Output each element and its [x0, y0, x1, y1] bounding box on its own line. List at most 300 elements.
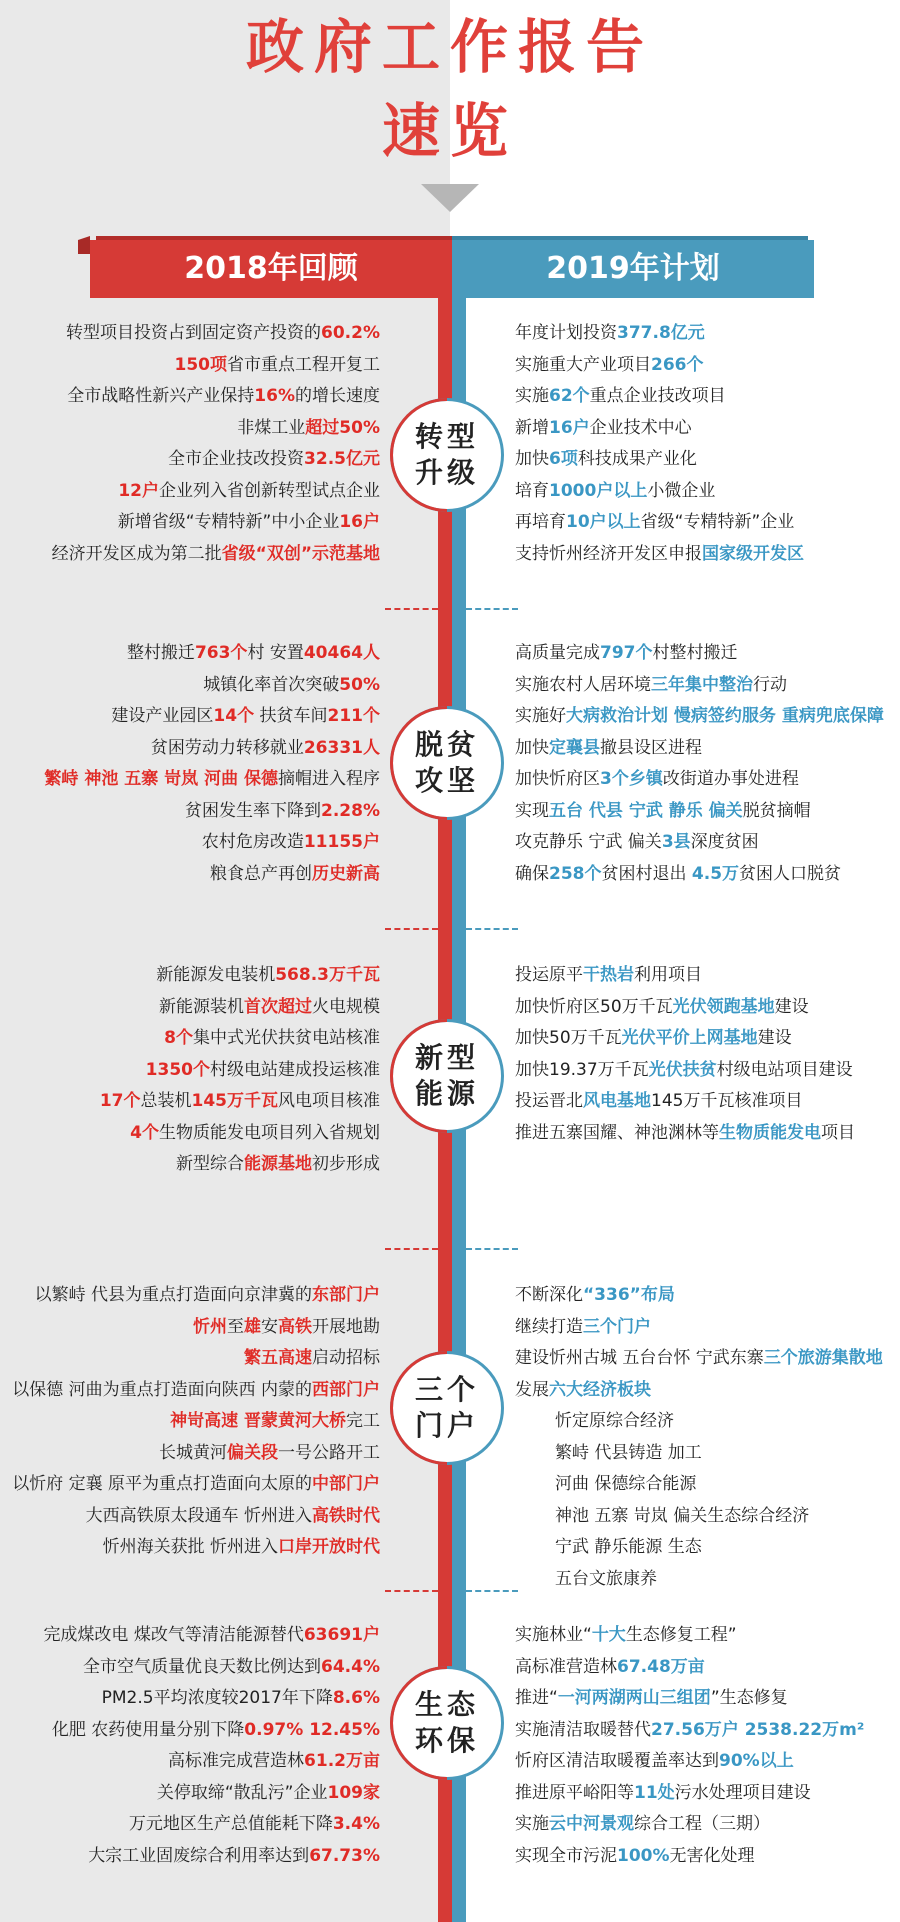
item-text: 新增省级“专精特新”中小企业 [117, 512, 340, 532]
highlight-text: 光伏领跑基地 [672, 996, 775, 1017]
highlight-text: 忻州 [193, 1316, 227, 1337]
plan-list-item [515, 1406, 883, 1438]
item-text: 完成煤改电 煤改气等清洁能源替代 [43, 1625, 304, 1645]
section-badge-label: 能源 [414, 1077, 479, 1110]
plan-list-item [515, 733, 884, 765]
review-list-item [43, 1841, 380, 1873]
highlight-text: 8个 [164, 1028, 193, 1048]
plan-list-item [515, 1375, 883, 1407]
item-text: 全市空气质量优良天数比例达到 [83, 1656, 322, 1677]
plan-list-item [515, 350, 804, 382]
highlight-text: 568.3万千瓦 [275, 965, 380, 985]
item-text: 新能源装机 [159, 996, 244, 1017]
review-list-item [12, 1312, 380, 1344]
plan-list-item [515, 859, 884, 891]
item-text: 村级电站项目建设 [716, 1059, 853, 1080]
plan-list-item [515, 764, 884, 796]
item-text: 实现 [515, 800, 549, 821]
section-divider-left [385, 1590, 438, 1592]
section-divider-right [466, 608, 518, 610]
section-badge-label: 门户 [414, 1409, 479, 1442]
highlight-text: 8.6% [332, 1688, 380, 1708]
item-text: 非煤工业 [237, 417, 306, 438]
item-text: 综合工程（三期） [634, 1814, 770, 1834]
item-text: 建设产业园区 [111, 706, 214, 726]
section-divider-left [385, 1248, 438, 1250]
review-list-item [44, 733, 380, 765]
section-divider-left [385, 928, 438, 930]
item-text: 高标准营造林 [515, 1656, 617, 1677]
item-text: 利用项目 [634, 965, 702, 985]
item-text: 省市重点工程开复工 [227, 354, 380, 375]
highlight-text: 定襄县 [549, 737, 600, 758]
review-list-item [100, 1086, 380, 1118]
item-text: 高标准完成营造林 [168, 1751, 305, 1771]
item-text: 长城黄河 [159, 1442, 227, 1463]
highlight-text: 光伏平价上网基地 [621, 1028, 758, 1048]
review-list-item [43, 1746, 380, 1778]
item-text: 火电规模 [312, 996, 380, 1017]
highlight-text: 16户 [549, 417, 590, 438]
section-badge-3 [390, 1019, 504, 1133]
plan-list-item [515, 1620, 864, 1652]
item-text: 摘帽进入程序 [278, 769, 380, 789]
item-text: 生态修复工程” [625, 1625, 737, 1645]
highlight-text: 超过50% [305, 417, 380, 438]
review-list-item [12, 1469, 380, 1501]
highlight-text: 377.8亿元 [617, 323, 705, 343]
highlight-text: 14个 [213, 706, 255, 726]
highlight-text: 神岢高速 晋蒙黄河大桥 [170, 1411, 346, 1431]
plan-list-5 [515, 1620, 864, 1872]
item-text: 以忻府 定襄 原平为重点打造面向太原的 [12, 1474, 312, 1494]
item-text: 推进原平峪阳等 [515, 1782, 634, 1803]
highlight-text: 2.28% [321, 800, 380, 821]
highlight-text: 雄 [244, 1316, 261, 1337]
item-text: 推进“ [515, 1688, 558, 1708]
item-text: 扶贫车间 [254, 706, 328, 726]
highlight-text: 偏关段 [227, 1442, 278, 1463]
plan-list-item [515, 1343, 883, 1375]
item-text: 神池 五寨 岢岚 偏关生态综合经济 [555, 1505, 810, 1526]
highlight-text: 60.2% [321, 323, 380, 343]
plan-list-item [515, 444, 804, 476]
review-list-item [43, 1652, 380, 1684]
highlight-text: 高铁 [278, 1316, 312, 1337]
highlight-text: 干热岩 [583, 965, 634, 985]
item-text: 加快50万千瓦 [515, 1028, 622, 1048]
item-text: 农村危房改造 [201, 832, 304, 852]
highlight-text: 27.56万户 2538.22万m² [651, 1719, 865, 1740]
highlight-text: 16% [254, 386, 295, 406]
item-text: 大宗工业固废综合利用率达到 [88, 1845, 310, 1866]
item-text: 总装机 [140, 1091, 192, 1111]
highlight-text: 国家级开发区 [702, 543, 804, 564]
review-list-item [100, 1023, 380, 1055]
highlight-text: 763个 [194, 643, 248, 663]
item-text: 实施 [515, 1814, 549, 1834]
review-list-item [100, 1055, 380, 1087]
review-list-item [12, 1406, 380, 1438]
section-badge-1 [390, 398, 504, 512]
highlight-text: 258个 [549, 863, 602, 884]
plan-list-item [515, 1652, 864, 1684]
item-text: 实施 [515, 386, 549, 406]
plan-list-item [515, 1683, 864, 1715]
section-badge-label: 升级 [414, 456, 479, 489]
item-text: 高质量完成 [515, 643, 600, 663]
item-text: 建设忻州古城 五台台怀 宁武东寨 [515, 1348, 764, 1368]
plan-list-item [515, 701, 884, 733]
item-text: 建设 [774, 996, 809, 1017]
review-list-item [44, 827, 380, 859]
section-divider-right [466, 1590, 518, 1592]
review-list-item [44, 859, 380, 891]
item-text: 城镇化率首次突破 [203, 674, 340, 695]
highlight-text: 首次超过 [244, 996, 312, 1017]
item-text: 实现全市污泥 [515, 1845, 617, 1866]
review-list-item [43, 1778, 380, 1810]
item-text: 确保 [515, 863, 549, 884]
highlight-text: “336”布局 [583, 1285, 675, 1305]
highlight-text: 中部门户 [312, 1474, 380, 1494]
highlight-text: 东部门户 [312, 1285, 380, 1305]
review-list-item [43, 1715, 380, 1747]
item-text: PM2.5平均浓度较2017年下降 [101, 1688, 333, 1708]
plan-list-item [515, 1438, 883, 1470]
page-subtitle: 速览 [381, 97, 518, 165]
item-text: 继续打造 [515, 1316, 583, 1337]
section-badge-5 [390, 1666, 504, 1780]
highlight-text: 17个 [99, 1091, 141, 1111]
review-list-item [12, 1501, 380, 1533]
highlight-text: 67.73% [309, 1845, 380, 1866]
item-text: 贫困村退出 [601, 863, 692, 884]
highlight-text: 三年集中整治 [651, 674, 753, 695]
plan-list-item [515, 1841, 864, 1873]
item-text: 加快 [515, 737, 549, 758]
item-text: 实施好 [515, 706, 566, 726]
item-text: 完工 [346, 1411, 380, 1431]
plan-list-item [515, 413, 804, 445]
item-text: 实施清洁取暖替代 [515, 1719, 651, 1740]
review-list-item [44, 638, 380, 670]
item-text: 整村搬迁 [126, 643, 195, 663]
highlight-text: 90%以上 [719, 1751, 794, 1771]
item-text: 加快忻府区 [515, 769, 600, 789]
highlight-text: 六大经济板块 [549, 1379, 651, 1400]
item-text: 加快忻府区50万千瓦 [515, 996, 673, 1017]
item-text: 全市战略性新兴产业保持 [67, 386, 255, 406]
review-list-item [52, 381, 380, 413]
plan-list-item [515, 1118, 855, 1150]
section-badge-4 [390, 1351, 504, 1465]
highlight-text: 十大 [591, 1625, 626, 1645]
plan-list-item [515, 1312, 883, 1344]
highlight-text: 12户 [118, 480, 159, 501]
item-text: 加快 [515, 449, 549, 469]
item-text: 忻州海关获批 忻州进入 [102, 1537, 278, 1557]
item-text: 万元地区生产总值能耗下降 [128, 1814, 333, 1834]
item-text: 忻府区清洁取暖覆盖率达到 [515, 1751, 719, 1771]
item-text: 攻克静乐 宁武 偏关 [515, 832, 662, 852]
section-badge-label: 环保 [414, 1724, 479, 1757]
item-text: 实施林业“ [515, 1625, 592, 1645]
item-text: 支持忻州经济开发区申报 [515, 543, 702, 564]
item-text: 污水处理项目建设 [674, 1782, 811, 1803]
highlight-text: 4个 [130, 1122, 159, 1143]
section-badge-label: 新型 [414, 1041, 479, 1074]
highlight-text: 三个旅游集散地 [763, 1348, 883, 1368]
highlight-text: 能源基地 [244, 1154, 312, 1174]
highlight-text: 省级“双创”示范基地 [221, 543, 380, 564]
highlight-text: 26331人 [303, 737, 380, 758]
item-text: 无害化处理 [669, 1845, 755, 1866]
plan-list-item [515, 1280, 883, 1312]
item-text: 转型项目投资占到固定资产投资的 [66, 323, 322, 343]
plan-list-item [515, 381, 804, 413]
highlight-text: 40464人 [303, 643, 380, 663]
section-divider-left [385, 608, 438, 610]
highlight-text: 32.5亿元 [304, 449, 380, 469]
review-list-item [100, 1149, 380, 1181]
item-text: 安 [261, 1316, 278, 1337]
review-list-item [52, 413, 380, 445]
review-list-item [52, 507, 380, 539]
item-text: 实施农村人居环境 [515, 674, 651, 695]
plan-list-item [515, 992, 855, 1024]
review-list-item [12, 1343, 380, 1375]
review-list-item [12, 1438, 380, 1470]
item-text: 再培育 [515, 512, 566, 532]
plan-list-item [515, 796, 884, 828]
review-list-item [43, 1620, 380, 1652]
item-text: 的增长速度 [295, 386, 380, 406]
item-text: 村级电站建成投运核准 [210, 1059, 380, 1080]
item-text: ”生态修复 [710, 1688, 788, 1708]
highlight-text: 67.48万亩 [617, 1656, 705, 1677]
review-list-2 [44, 638, 380, 890]
plan-list-item [515, 1532, 883, 1564]
review-list-item [52, 539, 380, 571]
item-text: 河曲 保德综合能源 [555, 1474, 697, 1494]
header-2019-plan: 2019年计划 [452, 240, 814, 298]
item-text: 村 安置 [247, 643, 304, 663]
item-text: 投运原平 [515, 965, 583, 985]
item-text: 重点企业技改项目 [589, 386, 726, 406]
plan-list-item [515, 476, 804, 508]
highlight-text: 100% [617, 1845, 670, 1866]
item-text: 撤县设区进程 [600, 737, 702, 758]
highlight-text: 口岸开放时代 [278, 1537, 380, 1557]
highlight-text: 3个乡镇 [600, 769, 663, 789]
review-list-item [44, 670, 380, 702]
item-text: 开展地勘 [312, 1316, 380, 1337]
plan-list-item [515, 827, 884, 859]
review-list-item [52, 444, 380, 476]
item-text: 大西高铁原太段通车 忻州进入 [85, 1505, 312, 1526]
section-divider-right [466, 928, 518, 930]
page-title: 政府工作报告 [245, 13, 654, 81]
plan-list-item [515, 318, 804, 350]
highlight-text: 西部门户 [312, 1379, 380, 1400]
plan-list-item [515, 1564, 883, 1596]
item-text: 投运晋北 [515, 1091, 583, 1111]
review-list-item [100, 992, 380, 1024]
plan-list-item [515, 670, 884, 702]
review-list-5 [43, 1620, 380, 1872]
item-text: 新增 [515, 417, 549, 438]
plan-list-item [515, 1809, 864, 1841]
review-list-3 [100, 960, 380, 1181]
plan-list-item [515, 638, 884, 670]
item-text: 不断深化 [515, 1285, 583, 1305]
highlight-text: 1350个 [145, 1059, 210, 1080]
plan-list-item [515, 1023, 855, 1055]
highlight-text: 266个 [651, 354, 704, 375]
highlight-text: 145万千瓦 [191, 1091, 278, 1111]
highlight-text: 三个门户 [583, 1316, 651, 1337]
item-text: 村整村搬迁 [652, 643, 738, 663]
plan-list-item [515, 1746, 864, 1778]
item-text: 五台文旅康养 [555, 1568, 657, 1589]
item-text: 经济开发区成为第二批 [51, 543, 222, 564]
item-text: 贫困劳动力转移就业 [150, 737, 304, 758]
review-list-item [100, 960, 380, 992]
item-text: 以保德 河曲为重点打造面向陕西 内蒙的 [12, 1379, 312, 1400]
highlight-text: 797个 [600, 643, 653, 663]
highlight-text: 云中河景观 [549, 1814, 634, 1834]
highlight-text: 繁峙 神池 五寨 岢岚 河曲 保德 [44, 769, 278, 789]
review-list-item [100, 1118, 380, 1150]
plan-list-2 [515, 638, 884, 890]
item-text: 以繁峙 代县为重点打造面向京津冀的 [34, 1285, 312, 1305]
item-text: 生物质能发电项目列入省规划 [159, 1122, 380, 1143]
item-text: 脱贫摘帽 [742, 800, 811, 821]
plan-list-item [515, 1501, 883, 1533]
item-text: 启动招标 [312, 1348, 380, 1368]
item-text: 风电项目核准 [278, 1091, 380, 1111]
highlight-text: 光伏扶贫 [648, 1059, 717, 1080]
item-text: 项目 [821, 1122, 855, 1143]
highlight-text: 高铁时代 [312, 1505, 380, 1526]
highlight-text: 11155户 [303, 832, 380, 852]
review-list-1 [52, 318, 380, 570]
highlight-text: 生物质能发电 [719, 1122, 821, 1143]
item-text: 行动 [753, 674, 787, 695]
plan-list-item [515, 1715, 864, 1747]
item-text: 加快19.37万千瓦 [515, 1059, 649, 1080]
review-list-item [44, 796, 380, 828]
item-text: 培育 [515, 480, 549, 501]
item-text: 深度贫困 [690, 832, 759, 852]
item-text: 粮食总产再创 [210, 863, 312, 884]
review-list-4 [12, 1280, 380, 1564]
highlight-text: 16户 [339, 512, 380, 532]
highlight-text: 3.4% [332, 1814, 380, 1834]
plan-list-1 [515, 318, 804, 570]
item-text: 化肥 农药使用量分别下降 [51, 1719, 245, 1740]
item-text: 推进五寨国耀、神池渊林等 [515, 1122, 719, 1143]
plan-list-4 [515, 1280, 883, 1595]
item-text: 省级“专精特新”企业 [640, 512, 795, 532]
header-2018-review: 2018年回顾 [90, 240, 452, 298]
item-text: 一号公路开工 [278, 1442, 380, 1463]
plan-list-3 [515, 960, 855, 1149]
section-badge-label: 生态 [414, 1688, 479, 1721]
highlight-text: 63691户 [303, 1625, 380, 1645]
item-text: 初步形成 [312, 1154, 380, 1174]
highlight-text: 62个 [549, 386, 590, 406]
section-badge-label: 三个 [414, 1373, 479, 1406]
plan-list-item [515, 1778, 864, 1810]
review-list-item [52, 476, 380, 508]
item-text: 宁武 静乐能源 生态 [555, 1537, 702, 1557]
item-text: 建设 [757, 1028, 792, 1048]
highlight-text: 150项 [174, 354, 227, 375]
item-text: 新型综合 [176, 1154, 244, 1174]
item-text: 小微企业 [647, 480, 716, 501]
plan-list-item [515, 1055, 855, 1087]
review-list-item [12, 1375, 380, 1407]
item-text: 贫困发生率下降到 [185, 800, 322, 821]
highlight-text: 风电基地 [583, 1091, 651, 1111]
item-text: 年度计划投资 [515, 323, 617, 343]
item-text: 全市企业技改投资 [168, 449, 305, 469]
highlight-text: 61.2万亩 [304, 1751, 380, 1771]
item-text: 新能源发电装机 [156, 965, 276, 985]
plan-list-item [515, 507, 804, 539]
item-text: 集中式光伏扶贫电站核准 [193, 1028, 380, 1048]
highlight-text: 11处 [634, 1782, 675, 1803]
highlight-text: 3县 [661, 832, 691, 852]
highlight-text: 211个 [327, 706, 380, 726]
highlight-text: 一河两湖两山三组团 [557, 1688, 711, 1708]
plan-list-item [515, 960, 855, 992]
section-badge-label: 攻坚 [414, 764, 479, 797]
highlight-text: 4.5万 [691, 863, 740, 884]
section-badge-label: 转型 [414, 420, 479, 453]
highlight-text: 1000户以上 [549, 480, 648, 501]
item-text: 至 [227, 1316, 244, 1337]
item-text: 企业技术中心 [589, 417, 692, 438]
item-text: 关停取缔“散乱污”企业 [156, 1782, 328, 1803]
item-text: 贫困人口脱贫 [739, 863, 842, 884]
review-list-item [44, 764, 380, 796]
highlight-text: 64.4% [321, 1656, 380, 1677]
item-text: 实施重大产业项目 [515, 354, 651, 375]
review-list-item [43, 1683, 380, 1715]
highlight-text: 109家 [327, 1782, 380, 1803]
section-badge-label: 脱贫 [414, 728, 479, 761]
section-badge-2 [390, 706, 504, 820]
plan-list-item [515, 539, 804, 571]
item-text: 改街道办事处进程 [662, 769, 799, 789]
item-text: 忻定原综合经济 [555, 1411, 674, 1431]
item-text: 发展 [515, 1379, 549, 1400]
item-text: 企业列入省创新转型试点企业 [159, 480, 380, 501]
highlight-text: 历史新高 [312, 863, 380, 884]
review-list-item [44, 701, 380, 733]
highlight-text: 50% [339, 674, 380, 695]
review-list-item [52, 350, 380, 382]
highlight-text: 五台 代县 宁武 静乐 偏关 [549, 800, 743, 821]
chevron-down-icon [421, 184, 479, 212]
section-divider-right [466, 1248, 518, 1250]
review-list-item [52, 318, 380, 350]
highlight-text: 10户以上 [566, 512, 641, 532]
review-list-item [12, 1532, 380, 1564]
